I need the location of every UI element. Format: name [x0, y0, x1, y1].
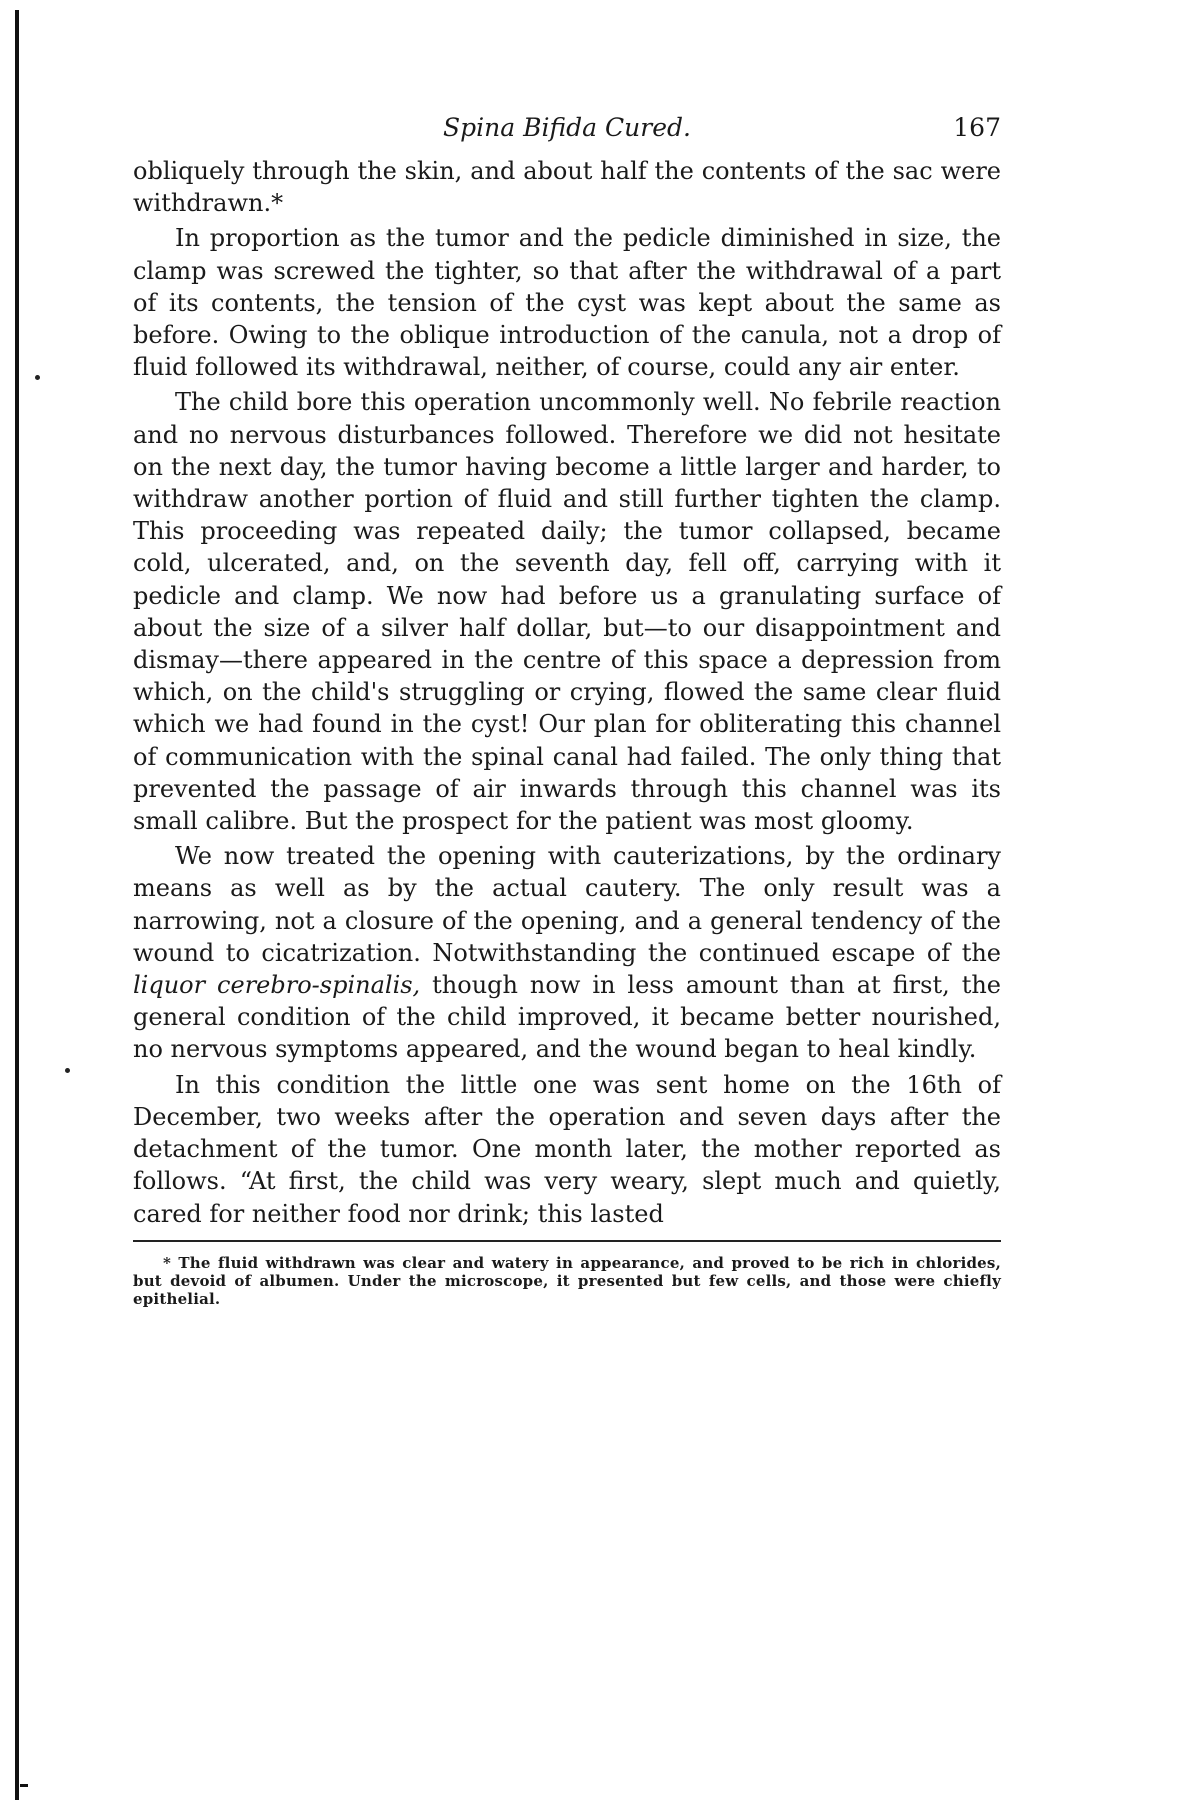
paragraph-clamp: In proportion as the tumor and the pedicle diminished in size, the clamp was screwed the tighter, so that after the withdrawal of a part of its contents, the tension of the cyst was kept about the same as before. Owing to the oblique introduction of the canula, not a drop of fluid followed its withdrawal, neither, of course, could any air enter.: [133, 224, 1001, 382]
paragraph-sent-home: In this condition the little one was sent home on the 16th of December, two weeks after the operation and seven days after the detachment of the tumor. One month later, the mother reported as follows. “At first, the child was very weary, slept much and quietly, cared for neither food nor drink; this lasted: [133, 1070, 1001, 1228]
binding-mark: [20, 1784, 28, 1787]
footnote-marker: *: [163, 1253, 172, 1272]
book-page: [133, 105, 1001, 1308]
paragraph-continued: obliquely through the skin, and about half the contents of the sac were withdrawn.*: [133, 157, 1001, 218]
paragraph-cauterization: [133, 840, 1001, 1065]
page-binding-edge: [15, 10, 19, 1800]
footnote-divider: [133, 1240, 1001, 1242]
page-number: 167: [953, 113, 1001, 142]
paragraph-text: We now treated the opening with cauterizations, by the ordinary means as well as by the actual cautery. The only result was a narrowing, not a closure of the opening, and a general tendency of the wound to cicatrization. Notwithstanding the continued escape of the: [133, 842, 1001, 967]
paragraph-text: though now in less amount than at first, the general condition of the child improved, it became better nourished, no nervous symptoms appeared, and the wound began to heal kindly.: [133, 971, 1001, 1064]
running-head-title: Spina Bifida Cured.: [443, 113, 691, 142]
latin-term: liquor cerebro-spinalis,: [133, 971, 421, 1000]
paragraph-operation-result: The child bore this operation uncommonly well. No febrile reaction and no nervous disturbances followed. Therefore we did not hesitate on the next day, the tumor having become a little larger and harder, to withdraw another portion of fluid and still further tighten the clamp. This proceeding was repeated daily; the tumor collapsed, became cold, ulcerated, and, on the seventh day, fell off, carrying with it pedicle and clamp. We now had before us a granulating surface of about the size of a silver half dollar, but—to our disappointment and dismay—there appeared in the centre of this space a depression from which, on the child's struggling or crying, flowed the same clear fluid which we had found in the cyst! Our plan for obliterating this channel of communication with the spinal canal had failed. The only thing that prevented the passage of air inwards through this channel was its small calibre. But the prospect for the patient was most gloomy.: [133, 388, 1001, 836]
footnote-text: The fluid withdrawn was clear and watery in appearance, and proved to be rich in chlorides, but devoid of albumen. Under the microscope, it presented but few cells, and those were chiefly epithelial.: [133, 1253, 1001, 1308]
body-text: [133, 155, 1001, 1230]
footnote: [133, 1254, 1001, 1308]
margin-speck: [65, 1068, 70, 1073]
margin-speck: [35, 375, 40, 380]
running-head: [133, 105, 1001, 153]
